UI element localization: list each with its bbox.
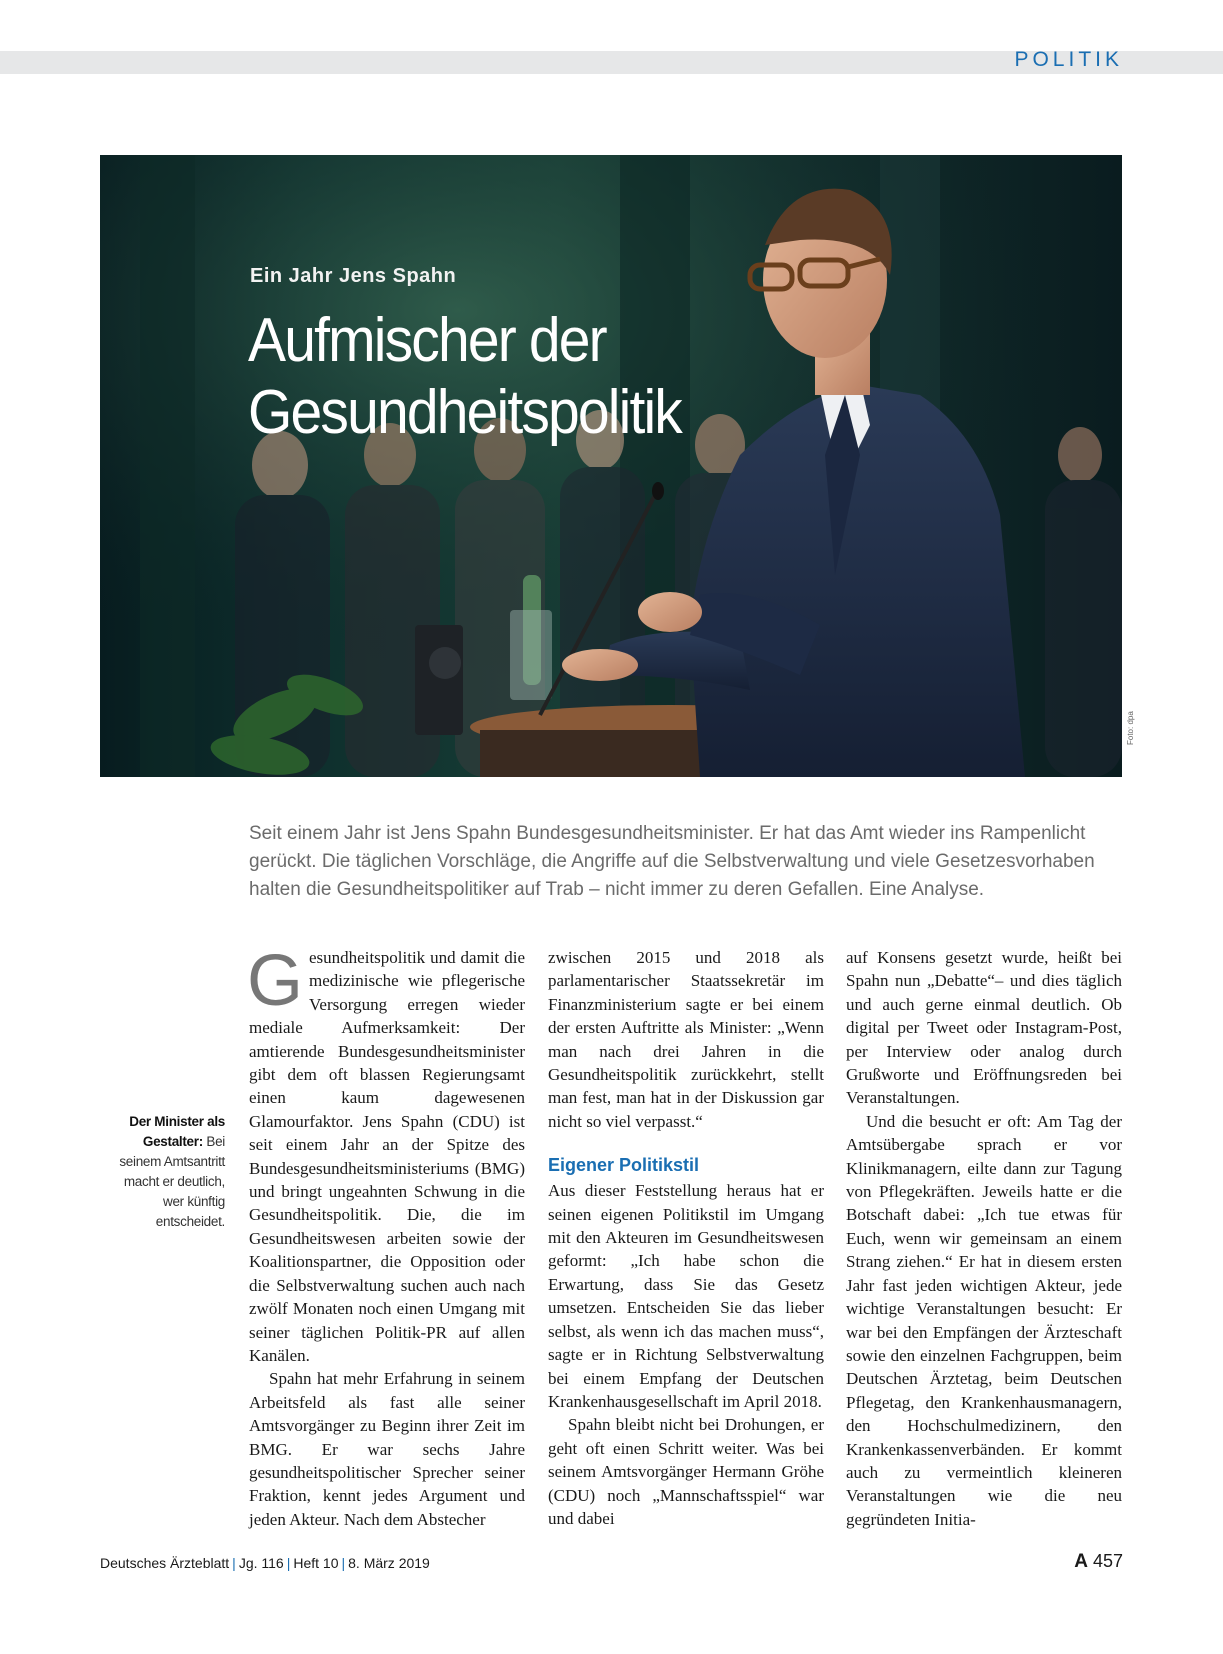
paragraph-1: esundheitspolitik und damit die medizinische wie pflegerische Versorgung erregen wieder mediale Aufmerksamkeit: Der amtierende Bundesgesundheitsminister gibt dem oft blassen Regierungsamt einen kaum dagewesenen Glamourfaktor. Jens Spahn (CDU) ist seit einem Jahr an der Spitze des Bundesgesundheitsministeriums (BMG) und bringt ungeahnten Schwung in die Gesundheitspolitik. Die, die im Gesundheitswesen arbeiten sowie der Koalitionspartner, die Opposition oder die Selbstverwaltung suchen auch nach zwölf Monaten noch einen Umgang mit seiner täglichen Politik-PR auf allen Kanälen.: [249, 948, 525, 1365]
photo-caption: [104, 1112, 225, 1232]
article-kicker: Ein Jahr Jens Spahn: [250, 265, 457, 287]
paragraph-5: Spahn bleibt nicht bei Drohungen, er geht oft einen Schritt weiter. Was bei seinem Amtsvorgänger Hermann Gröhe (CDU) noch „Mannschaftsspiel“ war und dabei: [548, 1415, 824, 1528]
footer-citation: Deutsches Ärzteblatt | Jg. 116 | Heft 10 | 8. März 2019: [100, 1555, 430, 1571]
page-prefix: A: [1074, 1551, 1088, 1572]
drop-cap: G: [247, 941, 304, 1021]
article-lead: Seit einem Jahr ist Jens Spahn Bundesgesundheitsminister. Er hat das Amt wieder ins Rampenlicht gerückt. Die täglichen Vorschläge, die Angriffe auf die Selbstverwaltung und viele Gesetzesvorhaben halten die Gesundheitspolitiker auf Trab – nicht immer zu deren Gefallen. Eine Analyse.: [249, 823, 1095, 900]
paragraph-4: Aus dieser Feststellung heraus hat er seinen eigenen Politikstil im Umgang mit den Akteuren im Gesundheitswesen geformt: „Ich habe schon die Erwartung, dass Sie das Gesetz umsetzen. Entscheiden Sie das lieber selbst, als wenn ich das machen muss“, sagte er in Richtung Selbstverwaltung bei einem Empfang der Deutschen Krankenhausgesellschaft im April 2018.: [548, 1181, 824, 1411]
photo-credit: Foto: dpa: [1126, 711, 1135, 745]
section-label: POLITIK: [1014, 48, 1123, 71]
headline-line-2: Gesundheitspolitik: [248, 378, 681, 447]
speaker-photo-illustration: [100, 155, 1122, 777]
caption-bold: Der Minister als Gestalter:: [129, 1114, 225, 1149]
paragraph-7: Und die besucht er oft: Am Tag der Amtsübergabe sprach er vor Klinikmanagern, eilte dann zur Tagung von Pflegekräften. Jeweils hatte er die Botschaft dabei: „Ich tue etwas für Euch, wenn wir gemeinsam an einem Strang ziehen.“ Er hat in diesem ersten Jahr fast jeden wichtigen Akteur, jede wichtige Veranstaltungen besucht: Er war bei den Empfängen der Ärzteschaft sowie den einzelnen Fachgruppen, beim Deutschen Ärztetag, beim Deutschen Pflegetag, den Krankenhausmanagern, den Hochschulmedizinern, den Krankenkassenverbänden. Er kommt auch zu vermeintlich kleineren Veranstaltungen wie die neu gegründeten Initia-: [846, 1111, 1122, 1529]
article-headline: [248, 305, 763, 449]
body-column-2: [548, 946, 824, 1530]
paragraph-3: zwischen 2015 und 2018 als parlamentarischer Staatssekretär im Finanzministerium sagte er bei einem der ersten Auftritte als Minister: „Wenn man nach drei Jahren in die Gesundheitspolitik zurückkehrt, stellt man fest, man hat in der Diskussion gar nicht so viel verpasst.“: [548, 948, 824, 1131]
body-column-3: [846, 946, 1122, 1531]
subheading: Eigener Politikstil: [548, 1155, 700, 1176]
paragraph-6: auf Konsens gesetzt wurde, heißt bei Spahn nun „Debatte“– und dies täglich und auch gerne einmal deutlich. Ob digital per Tweet oder Instagram-Post, per Interview oder analog durch Grußworte und Eröffnungsreden bei Veranstaltungen.: [846, 948, 1122, 1108]
hero-photo: [100, 155, 1122, 777]
page-number-value: 457: [1092, 1551, 1123, 1571]
footer-journal: Deutsches Ärzteblatt: [100, 1555, 230, 1571]
page-number: [1074, 1551, 1123, 1573]
paragraph-2: Spahn hat mehr Erfahrung in seinem Arbeitsfeld als fast alle seiner Amtsvorgänger zu Beginn ihrer Zeit im BMG. Er war sechs Jahre gesundheitspolitischer Sprecher seiner Fraktion, kennt jedes Argument und jeden Akteur. Nach dem Abstecher: [249, 1369, 525, 1529]
footer-date: 8. März 2019: [348, 1555, 430, 1571]
footer-issue: Heft 10: [293, 1555, 339, 1571]
footer-volume: Jg. 116: [238, 1555, 284, 1571]
headline-line-1: Aufmischer der: [248, 306, 606, 375]
body-column-1: [247, 941, 525, 1531]
caption-text: Bei seinem Amtsantritt macht er deutlich, wer künftig entscheidet.: [119, 1134, 225, 1229]
